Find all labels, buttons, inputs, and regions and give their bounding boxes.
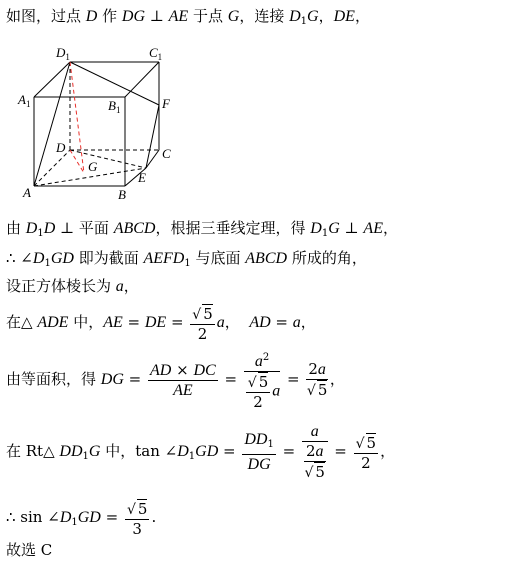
text: ， <box>354 7 370 25</box>
label-B1: B <box>108 98 116 113</box>
superscript: 2 <box>262 352 270 363</box>
var: ABCD <box>113 220 156 237</box>
fraction <box>354 433 378 472</box>
text: 于点 <box>188 7 228 25</box>
text: ， <box>123 277 139 295</box>
text: = <box>100 508 123 526</box>
text: ，根据三垂线定理，得 <box>155 219 311 237</box>
var: GD <box>195 443 219 460</box>
subscript: 1 <box>184 258 191 269</box>
subscript: 1 <box>71 517 78 528</box>
label-A: A <box>23 185 31 200</box>
svg-text:A1 <box>17 92 30 109</box>
text: 如图，过点 <box>6 7 86 25</box>
var: a <box>272 382 281 400</box>
solution-line-4 <box>6 302 316 343</box>
text: 中， <box>68 313 104 331</box>
fraction <box>306 360 328 400</box>
denominator: 2 <box>197 324 208 343</box>
subscript: 1 <box>37 228 44 239</box>
var: GD <box>50 250 74 267</box>
edge-AD1 <box>34 62 70 186</box>
solution-line-7 <box>6 496 156 544</box>
var: a <box>292 314 301 331</box>
subscript: 1 <box>267 439 274 450</box>
label-B: B <box>118 187 126 200</box>
sqrt-symbol: √ <box>355 435 365 452</box>
label-F: F <box>162 96 170 111</box>
edge-B1C1 <box>125 62 159 97</box>
text: ∴ ∠ <box>6 249 33 267</box>
text: 在△ <box>6 313 38 331</box>
hidden-D1G <box>70 62 84 173</box>
solution-line-1 <box>6 218 398 244</box>
sqrt-symbol: √ <box>247 375 257 391</box>
var: a <box>315 443 324 460</box>
text: = <box>166 313 189 331</box>
radicand: 5 <box>366 433 377 452</box>
fraction <box>125 499 149 538</box>
fraction <box>244 349 280 411</box>
intro-line <box>6 6 370 32</box>
sqrt-symbol: √ <box>306 383 316 399</box>
denominator: 2 <box>253 393 263 411</box>
var: DE <box>333 8 355 25</box>
var: a <box>115 278 124 295</box>
text: ， <box>224 313 240 331</box>
text: = <box>123 370 146 388</box>
var: G <box>328 220 340 237</box>
radicand: 5 <box>315 463 325 481</box>
text: 设正方体棱长为 <box>6 277 116 295</box>
perp-symbol: ⊥ <box>339 219 364 237</box>
times-symbol: × <box>171 360 194 379</box>
label-A1: A <box>18 92 26 107</box>
var: DE <box>144 314 167 331</box>
var: D <box>43 220 56 237</box>
var: AE <box>363 220 383 237</box>
radicand: 5 <box>317 381 328 399</box>
var: a <box>317 361 326 378</box>
text: = <box>219 370 242 388</box>
text: ， <box>382 219 398 237</box>
radicand: 5 <box>258 373 269 391</box>
cube-diagram <box>14 40 184 200</box>
text: 与底面 <box>190 249 246 267</box>
var: DD <box>59 443 83 460</box>
text: 由 <box>6 219 26 237</box>
text: 作 <box>97 7 122 25</box>
label-D: D <box>56 140 66 155</box>
text: 即为截面 <box>73 249 144 267</box>
label-C: C <box>162 146 171 161</box>
var: D <box>177 443 189 460</box>
var: DG <box>247 456 271 473</box>
text: = <box>277 442 300 460</box>
var: D <box>289 8 301 25</box>
var: a <box>310 423 319 440</box>
subscript: 1 <box>65 52 70 62</box>
subscript: 1 <box>115 105 121 115</box>
text: ， <box>380 442 396 460</box>
text: ， <box>318 7 334 25</box>
var: AD <box>249 314 271 331</box>
text: 由等面积，得 <box>6 370 101 388</box>
label-D1: D <box>56 45 66 60</box>
subscript: 1 <box>188 451 196 462</box>
radicand: 5 <box>203 304 213 323</box>
var: a <box>216 314 225 331</box>
var: AD <box>150 361 172 379</box>
text: = <box>270 313 293 331</box>
answer-line <box>6 540 52 560</box>
var: ABCD <box>245 250 288 267</box>
answer-text: 故选 C <box>6 541 53 559</box>
text: ⊥ 平面 <box>55 219 114 237</box>
fraction <box>148 361 218 400</box>
subscript: 1 <box>321 228 329 239</box>
subscript: 1 <box>44 258 51 269</box>
text: 在 Rt△ <box>6 442 60 460</box>
label-G: G <box>88 159 98 174</box>
denominator: 2 <box>361 453 371 472</box>
number: 2 <box>305 442 316 460</box>
nested-fraction <box>304 442 326 482</box>
var: DG <box>121 8 145 25</box>
text: ，连接 <box>239 7 290 25</box>
nested-fraction <box>246 372 270 411</box>
number: 2 <box>308 360 318 378</box>
var: D <box>32 250 45 267</box>
var: DD <box>244 431 268 448</box>
text: = <box>218 442 241 460</box>
solution-line-2 <box>6 248 367 274</box>
var: AEFD <box>143 250 185 267</box>
solution-line-5 <box>6 344 345 415</box>
var: G <box>307 8 319 25</box>
var: G <box>88 443 101 460</box>
solution-line-3 <box>6 276 139 297</box>
solution-line-6 <box>6 420 395 488</box>
var: ADE <box>37 314 69 331</box>
fraction <box>190 304 214 343</box>
perp-symbol: ⊥ <box>145 7 169 25</box>
text: ， <box>300 313 316 331</box>
var: DC <box>193 361 216 379</box>
var: D <box>310 220 322 237</box>
text: 中， <box>100 442 136 460</box>
text: ∴ sin ∠ <box>6 508 60 526</box>
svg-text:D1 <box>55 45 70 62</box>
label-E: E <box>138 170 146 185</box>
sqrt-symbol: √ <box>192 306 202 323</box>
text: = <box>329 442 352 460</box>
sqrt-symbol: √ <box>126 501 136 518</box>
var: AE <box>103 314 123 331</box>
text: . <box>151 508 157 526</box>
radicand: 5 <box>137 499 148 518</box>
fraction <box>302 422 328 482</box>
var: D <box>25 220 38 237</box>
var: a <box>254 353 263 370</box>
var: AE <box>173 381 193 399</box>
text: = <box>282 370 305 388</box>
svg-text:B1 <box>108 98 120 115</box>
subscript: 1 <box>300 16 308 27</box>
var: D <box>85 8 98 25</box>
sqrt-symbol: √ <box>304 465 314 481</box>
subscript: 1 <box>157 52 163 62</box>
label-C1: C <box>149 45 158 60</box>
var: D <box>59 509 72 526</box>
subscript: 1 <box>25 99 31 109</box>
var: DG <box>100 371 124 388</box>
svg-text:C1 <box>149 45 162 62</box>
var: AE <box>168 8 189 25</box>
fraction <box>242 430 275 474</box>
var: G <box>227 8 240 25</box>
text: ， <box>329 370 345 388</box>
denominator: 3 <box>132 519 142 538</box>
var: GD <box>77 509 101 526</box>
text: 所成的角， <box>287 249 367 267</box>
text: = <box>122 313 145 331</box>
text: tan ∠ <box>135 442 178 460</box>
subscript: 1 <box>82 451 89 462</box>
